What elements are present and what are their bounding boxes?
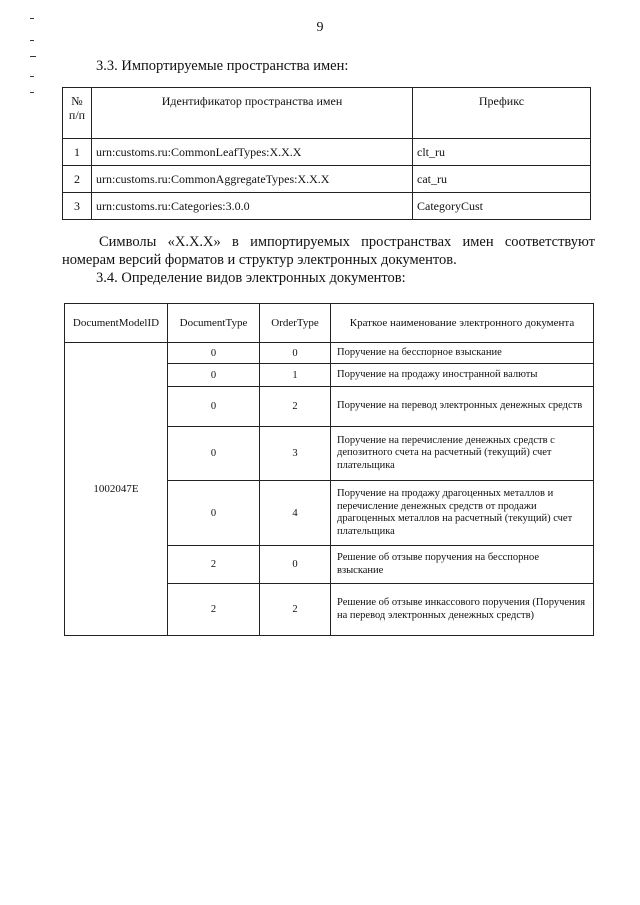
doc-name-cell: Решение об отзыве поручения на бесспорное взыскание <box>331 546 594 584</box>
row-ns-id: urn:customs.ru:CommonAggregateTypes:X.X.X <box>92 166 413 193</box>
table-header-row <box>63 88 591 139</box>
header-model-id: DocumentModelID <box>65 304 168 343</box>
header-doc-type: DocumentType <box>168 304 260 343</box>
order-type-cell: 1 <box>260 364 331 387</box>
margin-mark <box>30 56 36 57</box>
order-type-cell: 2 <box>260 387 331 427</box>
row-ns-id: urn:customs.ru:CommonLeafTypes:X.X.X <box>92 139 413 166</box>
header-prefix: Префикс <box>413 88 591 139</box>
margin-mark <box>30 92 34 93</box>
document-types-table <box>64 303 594 636</box>
row-num: 2 <box>63 166 92 193</box>
section-34-title: 3.4. Определение видов электронных документов: <box>96 270 406 286</box>
order-type-cell: 4 <box>260 481 331 546</box>
order-type-cell: 0 <box>260 546 331 584</box>
doc-type-cell: 0 <box>168 364 260 387</box>
header-order-type: OrderType <box>260 304 331 343</box>
model-id-cell: 1002047E <box>65 343 168 636</box>
table-header-row <box>65 304 594 343</box>
table-row <box>63 166 591 193</box>
paragraph-line-2: номерам версий форматов и структур электронных документов. <box>62 252 457 268</box>
doc-name-cell: Решение об отзыве инкассового поручения (Поручения на перевод электронных денежных средств) <box>331 584 594 636</box>
row-ns-id: urn:customs.ru:Categories:3.0.0 <box>92 193 413 220</box>
header-ns-id: Идентификатор пространства имен <box>92 88 413 139</box>
header-num: № п/п <box>63 88 92 139</box>
row-num: 1 <box>63 139 92 166</box>
order-type-cell: 3 <box>260 427 331 481</box>
doc-type-cell: 2 <box>168 546 260 584</box>
doc-type-cell: 0 <box>168 343 260 364</box>
section-33-title: 3.3. Импортируемые пространства имен: <box>96 58 349 74</box>
row-prefix: cat_ru <box>413 166 591 193</box>
row-prefix: CategoryCust <box>413 193 591 220</box>
margin-mark <box>30 76 34 77</box>
header-doc-name: Краткое наименование электронного документа <box>331 304 594 343</box>
margin-mark <box>30 18 34 19</box>
doc-name-cell: Поручение на бесспорное взыскание <box>331 343 594 364</box>
doc-type-cell: 2 <box>168 584 260 636</box>
table-row <box>63 193 591 220</box>
doc-name-cell: Поручение на перечисление денежных средств с депозитного счета на расчетный (текущий) счет плательщика <box>331 427 594 481</box>
page-number: 9 <box>316 20 324 35</box>
doc-type-cell: 0 <box>168 387 260 427</box>
doc-type-cell: 0 <box>168 427 260 481</box>
doc-name-cell: Поручение на продажу иностранной валюты <box>331 364 594 387</box>
order-type-cell: 0 <box>260 343 331 364</box>
row-num: 3 <box>63 193 92 220</box>
doc-name-cell: Поручение на перевод электронных денежных средств <box>331 387 594 427</box>
table-row <box>63 139 591 166</box>
paragraph-line-1: Символы «X.X.X» в импортируемых пространствах имен соответствуют <box>99 234 595 250</box>
namespace-table <box>62 87 591 220</box>
order-type-cell: 2 <box>260 584 331 636</box>
table-row <box>65 343 594 364</box>
doc-type-cell: 0 <box>168 481 260 546</box>
doc-name-cell: Поручение на продажу драгоценных металлов и перечисление денежных средств от продажи драгоценных металлов на расчетный (текущий) счет плательщика <box>331 481 594 546</box>
row-prefix: clt_ru <box>413 139 591 166</box>
margin-mark <box>30 40 34 41</box>
